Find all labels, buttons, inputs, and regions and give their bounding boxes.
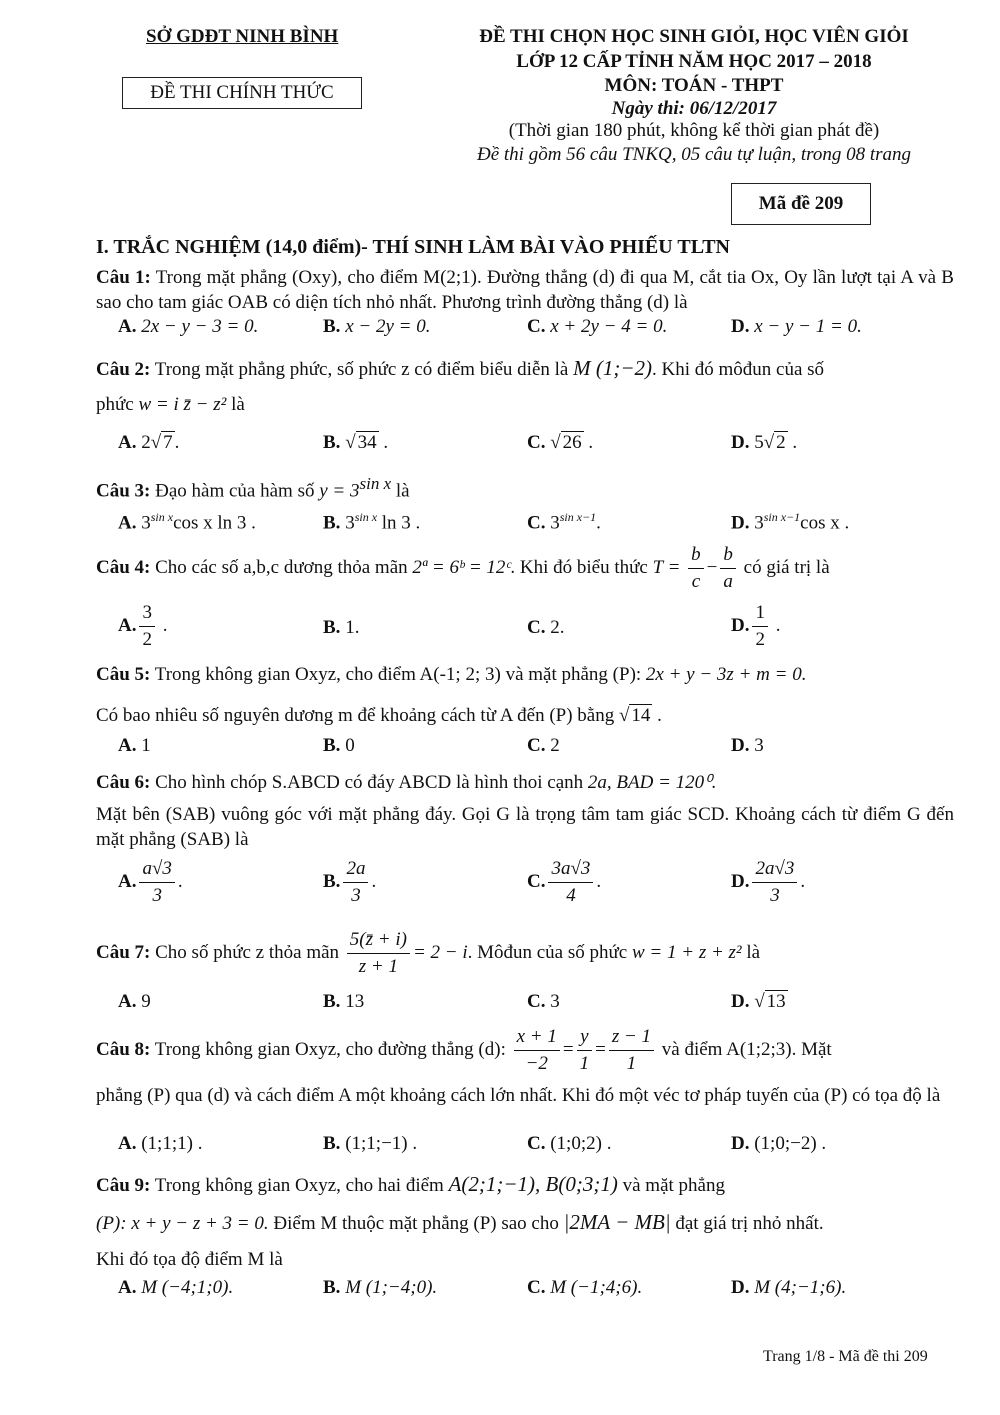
question-text: Trong mặt phẳng phức, số phức z có điểm biểu diễn là <box>154 359 569 380</box>
question-6-line2 <box>96 802 954 852</box>
q9-option-b[interactable]: B. M (1;−4;0). <box>323 1277 438 1298</box>
question-text: có giá trị là <box>743 557 830 578</box>
q7-option-c[interactable]: C. 3 <box>527 991 560 1012</box>
q1-option-b[interactable]: B. x − 2y = 0. <box>323 316 431 337</box>
question-text: phức <box>96 394 134 415</box>
vector-expression: |2MA − MB| <box>563 1210 671 1234</box>
question-label: Câu 8: <box>96 1038 151 1060</box>
q3-option-c[interactable]: C. $3^{sin x-1}$. <box>527 510 601 534</box>
q5-option-b[interactable]: B. 0 <box>323 735 355 756</box>
function-exponent: sin x <box>359 474 392 493</box>
function-y: y = 3 <box>319 480 360 502</box>
question-text: Cho hình chóp S.ABCD có đáy ABCD là hình thoi cạnh <box>155 772 584 793</box>
question-text: đạt giá trị nhỏ nhất. <box>675 1213 824 1234</box>
question-text: là <box>231 394 245 415</box>
question-label: Câu 5: <box>96 664 151 685</box>
question-text: Có bao nhiêu số nguyên dương m để khoảng cách từ A đến (P) bằng <box>96 705 615 726</box>
question-7 <box>96 927 760 980</box>
q2-option-a[interactable]: A. 2√ 7 . <box>118 432 180 453</box>
question-9-line1 <box>96 1172 725 1197</box>
question-text: là <box>395 480 410 502</box>
q9-option-c[interactable]: C. M (−1;4;6). <box>527 1277 643 1298</box>
q1-option-a[interactable]: A. 2x − y − 3 = 0. <box>118 316 259 337</box>
q1-option-c[interactable]: C. x + 2y − 4 = 0. <box>527 316 668 337</box>
expression-w: w = 1 + z + z² <box>632 941 742 963</box>
angle-expression: 2a, BAD = 120⁰. <box>587 772 717 793</box>
question-text: Cho các số a,b,c dương thỏa mãn <box>155 557 408 578</box>
question-8-line2 <box>96 1083 954 1108</box>
question-text: Cho số phức z thỏa mãn <box>155 941 340 963</box>
question-text: phẳng (P) qua (d) và cách điểm A một khoảng cách lớn nhất. Khi đó một véc tơ pháp tuyến của (P) có tọa độ là <box>96 1085 941 1106</box>
plane-equation: (P): x + y − z + 3 = 0. <box>96 1213 269 1234</box>
points-a-b: A(2;1;−1), B(0;3;1) <box>448 1172 618 1196</box>
expression-t: T = <box>652 557 681 578</box>
question-label: Câu 7: <box>96 941 151 963</box>
q8-option-d[interactable]: D. (1;0;−2) . <box>731 1133 827 1154</box>
q5-option-c[interactable]: C. 2 <box>527 735 560 756</box>
question-text: Đạo hàm của hàm số <box>155 480 315 502</box>
official-exam-label: ĐỀ THI CHÍNH THỨC <box>150 82 334 103</box>
line-fraction-z: $\frac{z - 1}{1}$ <box>609 1024 654 1077</box>
line-fraction-y: $\frac{y}{1}$ <box>577 1024 593 1077</box>
question-9-line3 <box>96 1249 283 1271</box>
q3-option-d[interactable]: D. $3^{sin x-1}\cos$ x . <box>731 510 850 534</box>
question-2-line2 <box>96 394 245 416</box>
question-2-line1 <box>96 356 824 381</box>
sqrt-14: √ 14 <box>618 705 651 726</box>
q6-option-b[interactable]: B. $\frac{2a}{3}$ . <box>323 858 377 906</box>
question-text: Trong không gian Oxyz, cho hai điểm <box>154 1175 444 1196</box>
question-6-line1 <box>96 771 717 794</box>
q2-option-b[interactable]: B. √ 34 . <box>323 432 389 453</box>
question-text: Khi đó tọa độ điểm M là <box>96 1249 283 1270</box>
q5-option-d[interactable]: D. 3 <box>731 735 764 756</box>
exam-subject: MÔN: TOÁN - THPT <box>604 75 784 96</box>
question-label: Câu 4: <box>96 557 151 578</box>
question-label: Câu 3: <box>96 480 151 502</box>
plane-equation: 2x + y − 3z + m = 0. <box>645 664 807 685</box>
exam-structure: Đề thi gồm 56 câu TNKQ, 05 câu tự luận, trong 08 trang <box>477 144 911 165</box>
question-5-line1 <box>96 664 806 686</box>
q4-option-c[interactable]: C. 2. <box>527 617 565 638</box>
question-label: Câu 1: <box>96 267 151 288</box>
q6-option-a[interactable]: A. $\frac{a√3}{3}$ . <box>118 858 183 906</box>
question-text: Trong không gian Oxyz, cho đường thẳng (d): <box>154 1038 506 1060</box>
q2-option-d[interactable]: D. 5√ 2 . <box>731 432 798 453</box>
fraction-b-a: $\frac{b}{a}$ <box>720 542 736 595</box>
q9-option-d[interactable]: D. M (4;−1;6). <box>731 1277 847 1298</box>
q7-option-a[interactable]: A. 9 <box>118 991 151 1012</box>
question-9-line2 <box>96 1210 824 1235</box>
q7-option-d[interactable]: D. √ 13 <box>731 991 786 1012</box>
question-label: Câu 6: <box>96 772 151 793</box>
question-3 <box>96 474 410 502</box>
q8-option-a[interactable]: A. (1;1;1) . <box>118 1133 203 1154</box>
exam-date: Ngày thi: 06/12/2017 <box>611 98 777 119</box>
q6-option-c[interactable]: C. $\frac{3a√3}{4}$ . <box>527 858 602 906</box>
section-title: I. TRẮC NGHIỆM (14,0 điểm)- THÍ SINH LÀM BÀI VÀO PHIẾU TLTN <box>96 236 730 258</box>
page-footer: Trang 1/8 - Mã đề thi 209 <box>763 1348 928 1365</box>
q2-option-c[interactable]: C. √ 26 . <box>527 432 594 453</box>
line-fraction-x: $\frac{x + 1}{-2}$ <box>514 1024 560 1077</box>
q6-option-d[interactable]: D. $\frac{2a√3}{3}$ . <box>731 858 806 906</box>
department-name: SỞ GDĐT NINH BÌNH <box>146 26 339 47</box>
question-text: và mặt phẳng <box>622 1175 725 1196</box>
point-m: M (1;−2) <box>573 356 652 380</box>
exam-title-line1: ĐỀ THI CHỌN HỌC SINH GIỎI, HỌC VIÊN GIỎI <box>479 26 909 47</box>
q9-option-a[interactable]: A. M (−4;1;0). <box>118 1277 234 1298</box>
question-5-line2: Có bao nhiêu số nguyên dương m để khoảng cách từ A đến (P) bằng √ 14 . <box>96 705 662 726</box>
exam-code: Mã đề 209 <box>758 193 844 214</box>
question-label: Câu 9: <box>96 1175 151 1196</box>
q3-option-b[interactable]: B. $3^{sin x}$ ln 3 . <box>323 510 421 534</box>
condition-rhs: = 2 − i <box>412 941 468 963</box>
question-text: Mặt bên (SAB) vuông góc với mặt phẳng đáy. Gọi G là trọng tâm tam giác SCD. Khoảng cách từ điểm G đến mặt phẳng (SAB) là <box>96 804 954 850</box>
q5-option-a[interactable]: A. 1 <box>118 735 151 756</box>
question-text: là <box>746 941 761 963</box>
question-text: . Môđun của số phức <box>467 941 628 963</box>
question-4: Câu 4: Cho các số a,b,c dương thỏa mãn 2ª = 6ᵇ = 12ᶜ. Khi đó biểu thức T = $\frac{b}{c}$ − $\frac{b}{a}$ có giá trị là <box>96 541 830 595</box>
question-text: Điểm M thuộc mặt phẳng (P) sao cho <box>273 1213 559 1234</box>
q4-option-d[interactable]: D. $\frac{1}{2}$ . <box>731 602 781 650</box>
official-exam-box <box>122 77 362 109</box>
question-label: Câu 2: <box>96 359 151 380</box>
question-text: . Khi đó biểu thức <box>510 557 648 578</box>
fraction-b-c: $\frac{b}{c}$ <box>688 542 704 595</box>
q7-option-b[interactable]: B. 13 <box>323 991 365 1012</box>
q8-option-b[interactable]: B. (1;1;−1) . <box>323 1133 418 1154</box>
condition: 2ª = 6ᵇ = 12ᶜ <box>412 557 511 578</box>
condition-fraction: $\frac{5(z̄ + i)}{z + 1}$ <box>347 927 410 980</box>
question-text: và điểm A(1;2;3). Mặt <box>661 1038 832 1060</box>
exam-duration: (Thời gian 180 phút, không kể thời gian phát đề) <box>508 120 880 141</box>
expression-w: w = i z̄ − z² <box>138 394 227 415</box>
exam-code-box <box>731 183 871 225</box>
exam-title-line2: LỚP 12 CẤP TỈNH NĂM HỌC 2017 – 2018 <box>516 51 872 72</box>
question-text: Trong mặt phẳng (Oxy), cho điểm M(2;1). Đường thẳng (d) đi qua M, cắt tia Ox, Oy lần lượt tại A và B sao cho tam giác OAB có diện tích nhỏ nhất. Phương trình đường thẳng (d) là <box>96 267 954 313</box>
question-8-line1: Câu 8: Trong không gian Oxyz, cho đường thẳng (d): $\frac{x + 1}{-2}$ = $\frac{y}{1}$ = $\frac{z - 1}{1}$ và điểm A(1;2;3). Mặt <box>96 1024 832 1077</box>
q4-option-a[interactable]: A. $\frac{3}{2}$ . <box>118 602 168 650</box>
question-text-cont: . Khi đó môđun của số <box>652 359 825 380</box>
q3-option-a[interactable]: A. $3^{sin x}\cos$ x ln 3 . <box>118 510 256 534</box>
q1-option-d[interactable]: D. x − y − 1 = 0. <box>731 316 862 337</box>
question-text: Trong không gian Oxyz, cho điểm A(-1; 2; 3) và mặt phẳng (P): <box>154 664 642 685</box>
q4-option-b[interactable]: B. 1. <box>323 617 360 638</box>
question-1 <box>96 265 954 315</box>
q8-option-c[interactable]: C. (1;0;2) . <box>527 1133 612 1154</box>
